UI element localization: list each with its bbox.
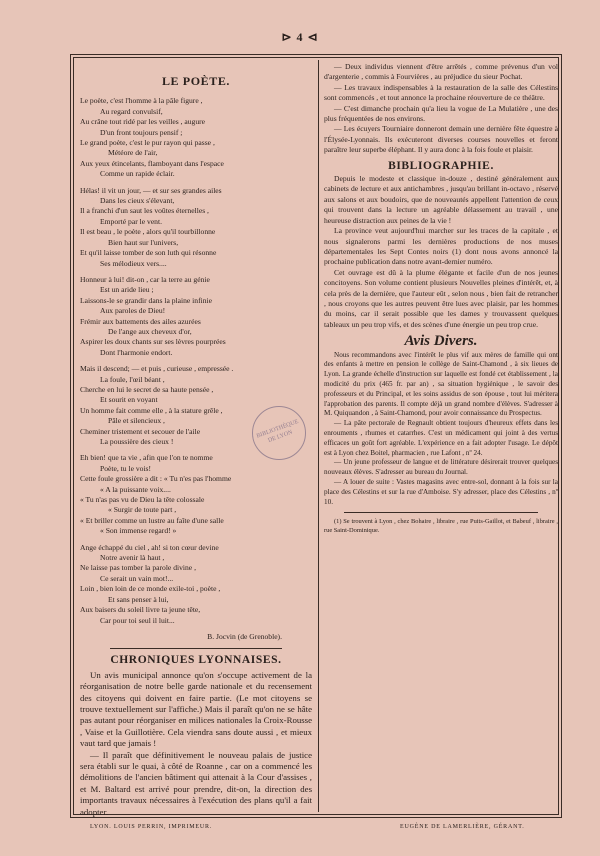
chroniques-paragraph: — Deux individus viennent d'être arrêtés , comme prévenus d'un vol d'argenterie , commis à Fourvières , au préjudice du sieur Pochat. [324,62,558,82]
poem [80,96,312,626]
chroniques-paragraph: — C'est dimanche prochain qu'a lieu la vogue de La Mulatière , une des plus fréquentées de nos environs. [324,103,558,124]
bibliographie-paragraph: Depuis le modeste et classique in-douze , destiné généralement aux cabinets de lecture et aux antichambres , jusqu'au brillant in-octavo , réservé aux salons et aux boudoirs, que de nouveautés appellent l'attention de ceux qui trouvent dans la lecture un agréable délassement au travail , une heureuse distraction aux peines de la vie ! [324,174,558,225]
poem-stanza [80,453,312,536]
poem-line: Pâle et silencieux , [108,416,165,426]
poem-line: Aspirer les doux chants sur ses lèvres pourprées [80,337,226,347]
bibliographie-paragraph: La province veut aujourd'hui marcher sur les traces de la capitale , et nous signalerons parmi les dernières productions de nos muses départementales les Sept Contes noirs (1) dont nous avons annoncé la prochaine publication dans notre avant-dernier numéro. [324,226,558,267]
poem-line: « A la puissante voix.... [100,484,171,494]
poem-line: Ange échappé du ciel , ah! si ton cœur devine [80,542,219,552]
poem-line: La poussière des cieux ! [100,437,174,446]
library-stamp [252,406,306,460]
avis-title: Avis Divers. [404,333,478,350]
footer-printer: LYON. LOUIS PERRIN, IMPRIMEUR. [90,824,213,830]
poem-line: Météore de l'air, [108,148,158,158]
footer-manager: EUGÈNE DE LAMERLIÈRE, GÉRANT. [400,824,525,830]
poem-line: Il est beau , le poète , alors qu'il tourbillonne [80,227,216,237]
poem-line: « Et briller comme un lustre au faîte d'une salle [80,515,224,525]
chroniques-paragraph: — Les écuyers Tourniaire donneront demain une dernière fête équestre à l'Élysée-Lyonnais. Ils exécuteront diverses courses nouvelles et feront paraître leur superbe éléphant. Il y aura donc à la fois foule et plaisir. [324,124,558,155]
footnote [324,518,558,535]
poem-line: Car pour toi seul il luit... [100,615,175,625]
page-number: ⊳ 4 ⊲ [281,30,319,44]
poem-line: Le poète, c'est l'homme à la pâle figure , [80,96,203,106]
poem-stanza [80,543,312,626]
poem-line: Notre avenir là haut , [100,553,165,563]
poem-line: D'un front toujours pensif ; [100,127,183,137]
stamp-text: BIBLIOTHÈQUE DE LYON [255,418,300,444]
chroniques-title: CHRONIQUES LYONNAISES. [110,654,282,667]
poem-line: Cette foule grossière a dit : « Tu n'es pas l'homme [80,474,232,484]
chroniques-paragraph: Un avis municipal annonce qu'on s'occupe activement de la réorganisation de notre belle garde nationale et du recensement des citoyens qui doivent en faire partie. (Le mot citoyens se trouve textuellement sur l'affiche.) Mais il paraît qu'on ne se hâte pas autant pour réorganiser en milices nationales la Croix-Rousse , Vaise et la Guillotière. Cela viendra sans doute aussi , et mieux vaut tard que jamais ! [80,669,312,749]
poem-line: Ce serait un vain mot!... [100,573,174,583]
poem-line: Est un aride lieu ; [100,285,154,295]
poem-line: Au crâne tout ridé par les veilles , augure [80,117,206,127]
chroniques-paragraph: — Les travaux indispensables à la restauration de la salle des Célestins sont commencés , et tout annonce la prochaine réouverture de ce théâtre. [324,82,558,103]
poem-line: Hélas! il vit un jour, — et sur ses grandes ailes [80,185,222,195]
poem-stanza [80,96,312,179]
right-column [324,62,558,536]
poem-line: Comme un rapide éclair. [100,169,175,179]
chroniques-paragraph: — Il paraît que définitivement le nouveau palais de justice sera établi sur le quai, à côté de Roanne , car on a commencé les démolitions de l'ancien bâtiment qui attenait à la Cour d'assises , et M. Baltard est arrivé pour prendre, dit-on, la direction des importants travaux nécessaires à l'exécution des plans qu'il a fait adopter. [80,749,312,817]
poem-line: Ses mélodieux vers.... [100,258,167,268]
divider [110,648,282,649]
poem-line: Ne laisse pas tomber la parole divine , [80,563,196,573]
divider [344,512,538,513]
poem-line: Aux baisers du soleil livre ta jeune tête, [80,605,201,615]
poem-line: Frémir aux battements des ailes azurées [80,316,201,326]
bibliographie-title: BIBLIOGRAPHIE. [388,159,494,172]
avis-paragraph: — A louer de suite : Vastes magasins avec entre-sol, donnant à la fois sur la place des Célestins et sur la rue d'Amboise. S'y adresser, place des Célestins , nº 10. [324,477,558,506]
avis-paragraph: — La pâte pectorale de Regnault obtient toujours d'heureux effets dans les enrouments , rhumes et catarrhes. C'est un médicament qui joint à des vertus efficaces un goût fort agréable. L'expérience en a fait adopter l'usage. Le dépôt est à Lyon chez Boitel, pharmacien , rue Lafont , nº 24. [324,419,558,457]
poem-line: Honneur à lui! dit-on , car la terre au génie [80,274,210,284]
chroniques-continued [324,62,558,156]
poem-line: Il a franchi d'un saut les voûtes éternelles , [80,206,209,216]
column-rule [318,60,319,812]
poem-line: Et qu'il laisse tomber de son luth qui résonne [80,248,217,258]
poem-line: Un homme fait comme elle , à la stature grêle , [80,405,223,415]
poem-line: Et sourit en voyant [100,395,158,405]
poem-line: Mais il descend; — et puis , curieuse , empressée . [80,364,234,374]
chroniques-body [80,670,312,818]
poem-line: « Son immense regard! » [100,526,177,536]
avis-body [324,351,558,508]
avis-paragraph: Nous recommandons avec l'intérêt le plus vif aux mères de famille qui ont des enfants à mettre en pension le collège de Saint-Chamond , à six lieues de Lyon. La grande échelle d'instruction sur laquelle est fondé cet établissement , la modicité du prix (465 fr. par an) , sa situation hygiénique , le savoir des professeurs et du Principal, et les soins assidus de son épouse , tout lui méritera l'approbation des parents. Il compte déjà un grand nombre d'élèves. S'adresser à M. Quiquandon , à Saint-Chamond, pour avoir connaissance du Prospectus. [324,350,558,418]
footnote-text: (1) Se trouvent à Lyon , chez Bohaire , libraire , rue Puits-Gaillot, et Babeuf , libraire , rue Saint-Dominique. [324,518,558,534]
poem-line: Loin , bien loin de ce monde exile-toi , poète , [80,584,221,594]
poem-title: LE POÈTE. [161,74,231,88]
poem-line: Aux yeux étincelants, flamboyant dans l'espace [80,158,224,168]
avis-paragraph: — Un jeune professeur de langue et de littérature désirerait trouver quelques nouveaux élèves. S'adresser au bureau du Journal. [324,458,558,477]
poem-line: Emporté par le vent. [100,216,162,226]
poem-stanza [80,275,312,358]
bibliographie-paragraph: Cet ouvrage est dû à la plume élégante et facile d'un de nos jeunes concitoyens. Son volume contient plusieurs Nouvelles pleines d'intérêt, et, à cela près de la dernière, que l'auteur eût , selon nous , bien fait de retrancher , nous croyons que les autres peuvent être lues avec plaisir, par les hommes du moins, car il serait possible que les dames y trouvassent quelques tableaux un peu trop vifs, et des scènes d'une énergie un peu trop crue. [324,267,558,329]
poem-line: Eh bien! que ta vie , afin que l'on te nomme [80,453,213,463]
poem-line: Bien haut sur l'univers, [108,237,179,247]
poem-line: Aux paroles de Dieu! [100,306,166,316]
bibliographie-body [324,174,558,330]
poem-line: Dont l'harmonie endort. [100,347,173,357]
poem-line: Au regard convulsif, [100,106,163,116]
poem-line: Cheminer tristement et secouer de l'aile [80,426,201,436]
poem-line: Laissons-le se grandir dans la plaine infinie [80,295,213,305]
poem-line: « Surgir de toute part , [108,505,177,515]
poem-line: Poète, tu le vois! [100,463,152,473]
poem-line: Et sans penser à lui, [108,594,169,604]
poem-line: De l'ange aux cheveux d'or, [108,326,192,336]
poem-line: Cherche en lui le secret de sa haute pensée , [80,384,214,394]
poem-line: Dans les cieux s'élevant, [100,196,175,206]
poem-line: « Tu n'as pas vu de Dieu la tête colossale [80,495,205,505]
poem-stanza [80,186,312,269]
poem-author: B. Jocvin (de Grenoble). [207,631,282,641]
poem-line: La foule, l'œil béant , [100,374,165,384]
poem-line: Le grand poète, c'est le pur rayon qui passe , [80,138,215,148]
